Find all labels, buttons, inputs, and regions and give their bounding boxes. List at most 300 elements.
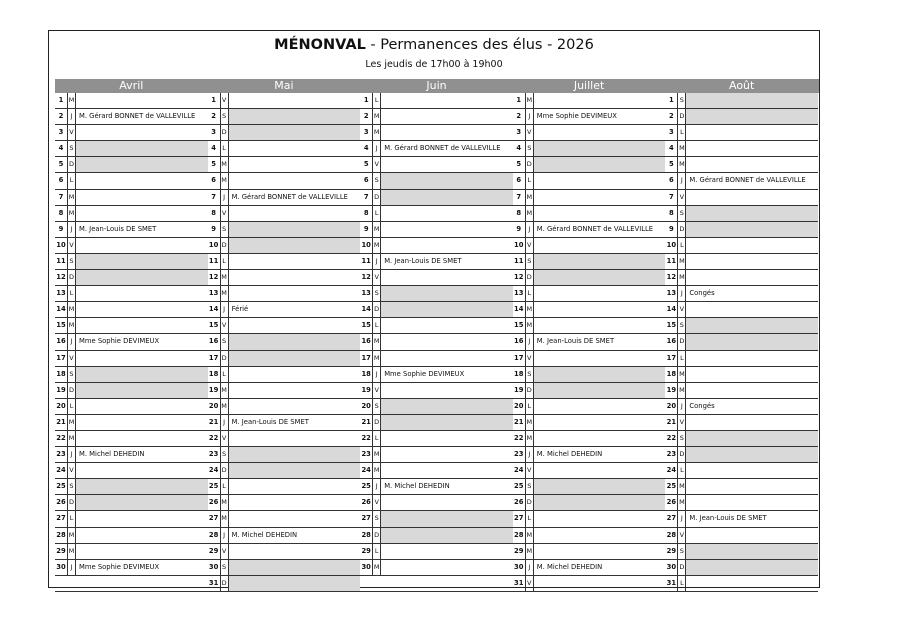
day-of-week: M (221, 157, 229, 172)
day-row (360, 93, 513, 109)
duty-entry (229, 157, 361, 172)
day-row (513, 206, 666, 222)
day-row (360, 528, 513, 544)
duty-entry (76, 415, 208, 430)
duty-entry (381, 173, 513, 188)
day-number: 5 (360, 157, 373, 172)
duty-entry (381, 511, 513, 526)
day-row (55, 399, 208, 415)
day-number: 27 (665, 511, 678, 526)
day-number: 28 (665, 528, 678, 543)
day-of-week: S (68, 367, 76, 382)
duty-entry (229, 544, 361, 559)
duty-entry (381, 383, 513, 398)
day-of-week: V (373, 157, 381, 172)
duty-entry (534, 141, 666, 156)
day-of-week: L (373, 318, 381, 333)
day-row (208, 318, 361, 334)
day-number: 2 (665, 109, 678, 124)
duty-entry (229, 367, 361, 382)
duty-entry: M. Gérard BONNET de VALLEVILLE (689, 176, 806, 185)
day-number: 29 (55, 544, 68, 559)
day-row (665, 479, 818, 495)
day-row (55, 544, 208, 560)
day-number: 12 (513, 270, 526, 285)
duty-entry (686, 238, 818, 253)
day-number: 13 (360, 286, 373, 301)
duty-entry (76, 383, 208, 398)
day-of-week: S (68, 254, 76, 269)
day-of-week: M (221, 495, 229, 510)
day-number: 4 (55, 141, 68, 156)
day-number: 20 (360, 399, 373, 414)
day-of-week: S (678, 431, 686, 446)
day-of-week: M (221, 173, 229, 188)
day-row (513, 511, 666, 527)
day-row (208, 302, 361, 318)
day-row (55, 511, 208, 527)
day-number: 24 (55, 463, 68, 478)
duty-entry (76, 511, 208, 526)
day-number: 8 (55, 206, 68, 221)
day-of-week: D (373, 190, 381, 205)
day-number: 18 (665, 367, 678, 382)
day-row (513, 544, 666, 560)
day-row (360, 286, 513, 302)
day-row (665, 495, 818, 511)
day-of-week: M (373, 238, 381, 253)
duty-entry (381, 431, 513, 446)
duty-entry (534, 254, 666, 269)
day-number: 8 (513, 206, 526, 221)
day-number: 21 (513, 415, 526, 430)
day-of-week: M (373, 125, 381, 140)
day-of-week: D (526, 383, 534, 398)
day-number: 28 (360, 528, 373, 543)
day-of-week: V (373, 495, 381, 510)
duty-entry (381, 334, 513, 349)
duty-entry (534, 173, 666, 188)
day-number: 20 (55, 399, 68, 414)
day-of-week: L (678, 125, 686, 140)
day-row (513, 318, 666, 334)
duty-entry (229, 238, 361, 253)
day-number: 19 (665, 383, 678, 398)
day-row (360, 270, 513, 286)
day-of-week: L (526, 511, 534, 526)
day-of-week: V (373, 270, 381, 285)
day-number: 12 (208, 270, 221, 285)
day-of-week: D (221, 463, 229, 478)
month-column-june (360, 93, 513, 592)
day-row (360, 463, 513, 479)
day-of-week: J (526, 334, 534, 349)
duty-entry: Mme Sophie DEVIMEUX (536, 112, 617, 121)
duty-entry (381, 447, 513, 462)
duty-entry: M. Michel DEHEDIN (536, 450, 603, 459)
day-row (665, 383, 818, 399)
day-of-week: M (373, 334, 381, 349)
day-row (208, 351, 361, 367)
day-of-week: S (678, 318, 686, 333)
day-row (208, 125, 361, 141)
title-text: Permanences des élus - 2026 (380, 37, 594, 53)
day-number: 3 (55, 125, 68, 140)
day-of-week: V (68, 125, 76, 140)
duty-entry (686, 254, 818, 269)
duty-entry (686, 125, 818, 140)
day-of-week: D (526, 270, 534, 285)
calendar-grid (55, 93, 818, 592)
month-column-may (208, 93, 361, 592)
day-of-week: L (221, 479, 229, 494)
day-row (208, 383, 361, 399)
month-header-august: Août (728, 79, 755, 92)
day-of-week: M (373, 463, 381, 478)
day-row (360, 206, 513, 222)
day-of-week: S (373, 399, 381, 414)
duty-entry (76, 479, 208, 494)
day-of-week: M (68, 206, 76, 221)
day-number: 6 (208, 173, 221, 188)
duty-entry (686, 318, 818, 333)
duty-entry (229, 109, 361, 124)
month-column-july (513, 93, 666, 592)
day-row (360, 479, 513, 495)
month-header-july: Juillet (573, 79, 605, 92)
duty-entry (534, 495, 666, 510)
day-number: 26 (208, 495, 221, 510)
duty-entry (76, 528, 208, 543)
day-row (208, 447, 361, 463)
day-of-week: V (221, 318, 229, 333)
day-number: 7 (513, 190, 526, 205)
day-number: 11 (665, 254, 678, 269)
day-of-week: L (678, 238, 686, 253)
day-number: 28 (208, 528, 221, 543)
day-row (665, 367, 818, 383)
day-of-week: M (68, 415, 76, 430)
day-number: 4 (208, 141, 221, 156)
day-number: 6 (360, 173, 373, 188)
day-number: 19 (513, 383, 526, 398)
duty-entry (381, 528, 513, 543)
day-number: 4 (360, 141, 373, 156)
day-number: 29 (208, 544, 221, 559)
day-number: 2 (55, 109, 68, 124)
day-of-week: S (526, 479, 534, 494)
day-of-week: L (678, 576, 686, 591)
day-number: 1 (55, 93, 68, 108)
day-number: 21 (208, 415, 221, 430)
day-row (208, 109, 361, 125)
day-number: 9 (665, 222, 678, 237)
duty-entry (76, 173, 208, 188)
day-row (665, 447, 818, 463)
duty-entry (229, 351, 361, 366)
day-number: 17 (360, 351, 373, 366)
duty-entry: M. Michel DEHEDIN (536, 562, 603, 571)
duty-entry (686, 479, 818, 494)
day-of-week: J (68, 109, 76, 124)
day-of-week: M (68, 528, 76, 543)
day-row (208, 206, 361, 222)
day-of-week: S (526, 254, 534, 269)
day-number: 2 (513, 109, 526, 124)
day-row (360, 173, 513, 189)
day-row (55, 415, 208, 431)
day-of-week: S (373, 286, 381, 301)
day-of-week: S (221, 334, 229, 349)
day-number: 10 (360, 238, 373, 253)
day-number: 10 (665, 238, 678, 253)
duty-entry (534, 157, 666, 172)
duty-entry: Congés (689, 289, 715, 298)
day-number: 5 (665, 157, 678, 172)
duty-entry (76, 495, 208, 510)
day-number: 16 (665, 334, 678, 349)
day-number: 16 (513, 334, 526, 349)
day-number: 29 (360, 544, 373, 559)
duty-entry (76, 367, 208, 382)
duty-entry (381, 125, 513, 140)
day-number: 25 (208, 479, 221, 494)
duty-entry (229, 576, 361, 591)
day-row (513, 238, 666, 254)
day-of-week: D (221, 351, 229, 366)
day-of-week: S (68, 479, 76, 494)
day-of-week: M (678, 495, 686, 510)
day-of-week: M (526, 206, 534, 221)
duty-entry (534, 479, 666, 494)
duty-entry (76, 431, 208, 446)
day-row (360, 495, 513, 511)
duty-entry: Mme Sophie DEVIMEUX (384, 369, 465, 378)
duty-entry (686, 109, 818, 124)
day-number: 31 (665, 576, 678, 591)
duty-entry: Férié (231, 305, 249, 314)
day-of-week: D (221, 125, 229, 140)
day-row (513, 93, 666, 109)
day-number: 26 (360, 495, 373, 510)
day-of-week: S (221, 222, 229, 237)
day-row (360, 190, 513, 206)
day-row (665, 254, 818, 270)
duty-entry (686, 302, 818, 317)
schedule-sheet (48, 30, 820, 588)
day-of-week: J (221, 190, 229, 205)
day-number: 12 (665, 270, 678, 285)
duty-entry (76, 254, 208, 269)
duty-entry (76, 238, 208, 253)
day-row (665, 560, 818, 576)
day-of-week: V (373, 383, 381, 398)
day-row (208, 399, 361, 415)
duty-entry (686, 222, 818, 237)
day-of-week: S (678, 544, 686, 559)
day-of-week: L (221, 254, 229, 269)
duty-entry (534, 238, 666, 253)
duty-entry (686, 576, 818, 591)
day-number: 27 (360, 511, 373, 526)
day-number: 4 (665, 141, 678, 156)
day-of-week: M (526, 302, 534, 317)
month-header-may: Mai (274, 79, 294, 92)
day-number: 14 (208, 302, 221, 317)
day-row (208, 511, 361, 527)
day-row (208, 286, 361, 302)
day-of-week: D (221, 576, 229, 591)
day-number: 22 (665, 431, 678, 446)
day-number: 2 (208, 109, 221, 124)
day-row (208, 238, 361, 254)
duty-entry (686, 270, 818, 285)
day-row (513, 479, 666, 495)
duty-entry (381, 270, 513, 285)
duty-entry (381, 351, 513, 366)
day-row (665, 125, 818, 141)
day-row (55, 367, 208, 383)
duty-entry (686, 415, 818, 430)
day-of-week: M (221, 286, 229, 301)
day-of-week: J (678, 399, 686, 414)
day-row (55, 383, 208, 399)
duty-entry (229, 334, 361, 349)
duty-entry (76, 206, 208, 221)
duty-entry (534, 399, 666, 414)
day-of-week: V (678, 528, 686, 543)
day-of-week: M (221, 270, 229, 285)
day-row (360, 238, 513, 254)
day-of-week: M (373, 447, 381, 462)
day-row (665, 463, 818, 479)
day-number: 13 (513, 286, 526, 301)
day-row (360, 383, 513, 399)
duty-entry: M. Gérard BONNET de VALLEVILLE (231, 192, 348, 201)
day-row (208, 190, 361, 206)
duty-entry (534, 431, 666, 446)
day-row (55, 125, 208, 141)
day-row (360, 351, 513, 367)
duty-entry (686, 367, 818, 382)
day-row (665, 431, 818, 447)
duty-entry (686, 383, 818, 398)
day-number: 27 (513, 511, 526, 526)
day-row (55, 479, 208, 495)
day-row (208, 141, 361, 157)
day-row (55, 141, 208, 157)
day-of-week: M (678, 479, 686, 494)
day-of-week: S (221, 560, 229, 575)
day-of-week: M (221, 511, 229, 526)
duty-entry (534, 302, 666, 317)
day-of-week: M (68, 93, 76, 108)
duty-entry (381, 222, 513, 237)
day-of-week: M (68, 190, 76, 205)
day-row (513, 528, 666, 544)
day-number: 15 (513, 318, 526, 333)
day-number: 1 (665, 93, 678, 108)
day-of-week: D (678, 334, 686, 349)
day-of-week: J (526, 447, 534, 462)
day-number: 8 (665, 206, 678, 221)
day-of-week: J (373, 479, 381, 494)
day-number: 3 (208, 125, 221, 140)
day-of-week: S (526, 141, 534, 156)
day-row (360, 302, 513, 318)
day-row (360, 399, 513, 415)
duty-entry (76, 286, 208, 301)
day-number: 29 (513, 544, 526, 559)
day-of-week: L (526, 286, 534, 301)
day-number: 15 (55, 318, 68, 333)
day-of-week: L (68, 286, 76, 301)
day-row (208, 254, 361, 270)
day-row (513, 560, 666, 576)
day-number: 2 (360, 109, 373, 124)
day-row (665, 157, 818, 173)
day-row (513, 334, 666, 350)
duty-entry: Mme Sophie DEVIMEUX (79, 337, 160, 346)
title-separator: - (365, 37, 381, 53)
day-row (360, 415, 513, 431)
duty-entry (534, 576, 666, 591)
day-of-week: M (221, 399, 229, 414)
day-of-week: D (373, 415, 381, 430)
day-row (55, 463, 208, 479)
duty-entry (686, 447, 818, 462)
day-row (208, 495, 361, 511)
day-number: 25 (360, 479, 373, 494)
day-number: 23 (360, 447, 373, 462)
day-row (208, 431, 361, 447)
duty-entry (534, 206, 666, 221)
day-row (360, 318, 513, 334)
day-of-week: S (68, 141, 76, 156)
day-number: 18 (360, 367, 373, 382)
duty-entry: M. Gérard BONNET de VALLEVILLE (79, 112, 196, 121)
day-of-week: M (68, 318, 76, 333)
day-of-week: J (68, 334, 76, 349)
day-number: 12 (55, 270, 68, 285)
duty-entry (534, 511, 666, 526)
duty-entry (686, 141, 818, 156)
month-column-april (55, 93, 208, 592)
day-of-week: M (221, 383, 229, 398)
day-row (55, 238, 208, 254)
duty-entry (381, 415, 513, 430)
day-row (55, 302, 208, 318)
schedule-hours: Les jeudis de 17h00 à 19h00 (365, 59, 503, 70)
day-row (360, 560, 513, 576)
day-row (513, 125, 666, 141)
duty-entry (686, 560, 818, 575)
day-of-week: M (678, 141, 686, 156)
day-number: 19 (360, 383, 373, 398)
day-number: 17 (513, 351, 526, 366)
day-of-week: J (221, 415, 229, 430)
day-number: 8 (208, 206, 221, 221)
day-row (208, 576, 361, 592)
duty-entry (534, 415, 666, 430)
day-row (513, 254, 666, 270)
day-row (360, 254, 513, 270)
day-row (360, 125, 513, 141)
day-number: 13 (208, 286, 221, 301)
day-number: 23 (208, 447, 221, 462)
day-number: 22 (55, 431, 68, 446)
page-title (49, 36, 819, 54)
